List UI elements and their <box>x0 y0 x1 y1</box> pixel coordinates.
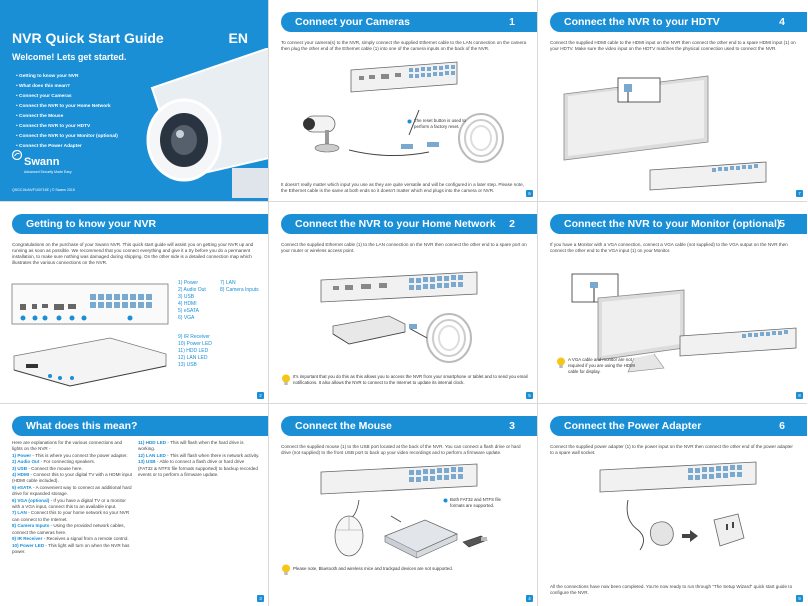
mouse-note: Please note, Bluetooth and wireless mice and trackpad devices are not supported. <box>293 566 453 571</box>
monitor-instructions: If you have a Monitor with a VGA connection, connect a VGA cable (not supplied) to the VGA output on the NVR then connect the other end to the VGA input (1) on your Monitor. <box>550 242 788 253</box>
part-item: 1) Power <box>178 280 199 286</box>
page-number: 9 <box>796 595 803 602</box>
ethernet-cable-icon <box>349 100 519 170</box>
section-banner <box>550 12 807 32</box>
meaning-item <box>12 543 132 556</box>
cameras-panel <box>269 0 538 202</box>
mouse-instructions: Connect the supplied mouse (1) to the USB port located at the back of the NVR. You can connect a flash drive or hard drive (not supplied) to the front USB port to back up your video recordings and to perform a firmware update. <box>281 444 521 455</box>
lightbulb-icon <box>281 564 291 576</box>
nvr-back-illustration <box>678 326 798 358</box>
know-intro: Congratulations on the purchase of your Swann NVR. This quick start guide will assist you on getting your NVR up and running as soon as possible. We recommend that you connect everything and give it a try before you do a permanent installation, to make sure nothing was damaged during shipping. On the other side is a detailed connection map which illustrates the various connections on the NVR. <box>12 242 254 265</box>
camera-icon <box>299 108 349 158</box>
step-number: 5 <box>779 218 785 230</box>
toc-item: • Connect the Power Adapter <box>16 142 118 152</box>
parts-list-a <box>178 280 206 322</box>
usb-flash-drive-icon <box>461 532 491 552</box>
section-title: What does this mean? <box>26 420 138 432</box>
brand-tagline: Advanced Security Made Easy <box>24 170 72 174</box>
meaning-desc: - Using the provided network cables, connect the cameras here. <box>12 523 125 535</box>
page-number: 7 <box>796 190 803 197</box>
nvr-back-illustration <box>349 60 459 94</box>
meaning-term: 9) IR Receiver <box>12 536 43 542</box>
meaning-item <box>12 510 132 523</box>
meaning-term: 12) LAN LED <box>138 452 166 458</box>
meaning-term: 5) eSATA <box>12 484 32 490</box>
part-item: 6) VGA <box>178 315 195 321</box>
page-number: 6 <box>526 190 533 197</box>
camera-illustration <box>112 48 269 198</box>
toc-item: • Getting to know your NVR <box>16 72 118 82</box>
section-banner <box>281 416 537 436</box>
meaning-term: 13) USB <box>138 459 156 465</box>
meaning-desc: - This light will turn on when the NVR has power. <box>12 542 130 554</box>
meaning-item <box>138 459 260 478</box>
nvr-back-illustration <box>648 160 768 192</box>
meaning-intro: Here are explanations for the various connections and lights on the NVR - <box>12 440 123 452</box>
section-title: Connect the NVR to your Monitor (optional) <box>564 218 781 230</box>
section-title: Connect the NVR to your HDTV <box>564 16 720 28</box>
hard-drive-icon <box>381 512 461 562</box>
meaning-term: 4) HDMI <box>12 472 30 478</box>
power-adapter-icon <box>618 500 758 560</box>
meaning-item <box>12 498 132 511</box>
document-code: QSGC16xNVF100715E | © Swann 2015 <box>12 188 75 192</box>
section-banner <box>281 12 537 32</box>
cameras-footer-text: It doesn't really matter which input you use as they are quite versatile and will be configured in a later step. Please note, the Ethernet cable is the same at both ends so it doesn't matter which end plugs into the camera or NVR. <box>281 182 524 193</box>
meaning-desc: - Able to connect a flash drive or hard drive (FAT32 & NTFS file formats supported) to backup recorded events or to perform a firmware update. <box>138 459 258 478</box>
meaning-term: 8) Camera Inputs <box>12 523 50 529</box>
know-panel <box>0 202 269 404</box>
meaning-desc: - If you have a digital TV or a monitor with a VGA input, connect this to an available input. <box>12 497 126 510</box>
meaning-desc: - Connect this to your digital TV with a HDMI input (HDMI cable included). <box>12 472 132 484</box>
part-item: 10) Power LED <box>178 341 212 347</box>
part-item: 8) Camera Inputs <box>220 287 259 293</box>
page-number: 8 <box>796 392 803 399</box>
meaning-column-2 <box>138 440 260 478</box>
meaning-item <box>12 523 132 536</box>
monitor-note: A VGA cable and monitor are not required if you are using the HDMI cable for display. <box>568 357 635 374</box>
meaning-term: 1) Power <box>12 452 32 458</box>
power-panel <box>538 404 807 606</box>
part-item: 2) Audio Out <box>178 287 206 293</box>
router-icon <box>329 312 409 348</box>
meaning-column-1 <box>12 440 132 555</box>
tv-illustration <box>558 70 718 170</box>
mouse-panel <box>269 404 538 606</box>
toc-item: • Connect the NVR to your Monitor (optional) <box>16 132 118 142</box>
ethernet-cable-icon <box>409 308 479 368</box>
part-item: 7) LAN <box>220 280 236 286</box>
section-title: Connect the NVR to your Home Network <box>295 218 496 230</box>
section-title: Connect the Power Adapter <box>564 420 702 432</box>
meaning-item <box>138 440 260 453</box>
page-number: 3 <box>257 595 264 602</box>
cover-panel <box>0 0 269 202</box>
parts-list-b <box>220 280 262 294</box>
meaning-desc: - This is where you connect the power adapter. <box>31 452 128 458</box>
table-of-contents <box>16 72 118 152</box>
part-item: 12) LAN LED <box>178 355 208 361</box>
network-note: It's important that you do this as this allows you to access the NVR from your smartphone or tablet and to send you email notifications. It also allows the NVR to connect to the Internet to update its internal clock. <box>293 374 528 385</box>
toc-item: • What does this mean? <box>16 82 118 92</box>
part-item: 4) HDMI <box>178 301 197 307</box>
cameras-instructions: To connect your camera(s) to the NVR, simply connect the supplied Ethernet cable to the LAN connection on the camera then plug the other end of the Ethernet cable (1) into one of the camera inputs on the back of the NVR. <box>281 40 527 51</box>
power-footer-text: All the connections have now been completed. You're now ready to run through "The Setup Wizard" quick start guide to configure the NVR. <box>550 584 793 595</box>
step-number: 4 <box>779 16 785 28</box>
bullet-dot-icon <box>407 119 412 124</box>
section-title: Connect the Mouse <box>295 420 392 432</box>
nvr-back-illustration <box>319 462 479 496</box>
toc-item: • Connect your Cameras <box>16 92 118 102</box>
meaning-desc: - Connect the mouse here. <box>27 465 83 471</box>
meaning-desc: - This will flash when the hard drive is working. <box>138 440 244 452</box>
section-banner <box>550 416 807 436</box>
part-item: 3) USB <box>178 294 195 300</box>
file-format-note: Both FAT32 and NTFS file formats are supported. <box>450 497 501 508</box>
mouse-icon <box>329 500 373 560</box>
section-banner <box>550 214 807 234</box>
page-number: 4 <box>526 595 533 602</box>
hdtv-panel <box>538 0 807 202</box>
nvr-back-illustration <box>319 270 479 304</box>
brand-logo: Swann <box>24 156 60 168</box>
meaning-term: 2) Audio Out <box>12 459 40 465</box>
section-banner <box>12 416 268 436</box>
part-item: 13) USB <box>178 362 197 368</box>
welcome-heading: Welcome! Lets get started. <box>12 52 127 62</box>
power-instructions: Connect the supplied power adapter (1) to the power input on the NVR then connect the other end of the power adapter to a spare wall socket. <box>550 444 793 455</box>
meaning-desc: - Connect this to your home network so your NVR can connect to the Internet. <box>12 510 130 522</box>
section-banner <box>12 214 268 234</box>
step-number: 3 <box>509 420 515 432</box>
section-title: Connect your Cameras <box>295 16 410 28</box>
nvr-front-diagram <box>10 332 170 390</box>
meaning-term: 3) USB <box>12 465 28 471</box>
page-number: 2 <box>257 392 264 399</box>
nvr-rear-diagram <box>10 280 170 328</box>
hdtv-instructions: Connect the supplied HDMI cable to the HDMI input on the NVR then connect the other end to a spare HDMI input (1) on your HDTV. Make sure the video input on the HDTV matches the physical connection used to connect the NVR. <box>550 40 796 51</box>
meaning-item <box>12 485 132 498</box>
nvr-back-illustration <box>598 460 758 494</box>
swann-logo-icon <box>12 150 22 160</box>
meaning-term: 11) HDD LED <box>138 440 167 445</box>
lightbulb-icon <box>556 357 566 369</box>
reset-note: The reset button is used to perform a factory reset. <box>414 118 466 129</box>
network-panel <box>269 202 538 404</box>
meaning-term: 7) LAN <box>12 510 27 516</box>
section-title: Getting to know your NVR <box>26 218 157 230</box>
part-item: 5) eSATA <box>178 308 199 314</box>
toc-item: • Connect the NVR to your HDTV <box>16 122 118 132</box>
step-number: 6 <box>779 420 785 432</box>
section-banner <box>281 214 537 234</box>
step-number: 2 <box>509 218 515 230</box>
lightbulb-icon <box>281 374 291 386</box>
toc-item: • Connect the Mouse <box>16 112 118 122</box>
meaning-panel <box>0 404 269 606</box>
language-code: EN <box>228 30 248 46</box>
toc-item: • Connect the NVR to your Home Network <box>16 102 118 112</box>
page-number: 5 <box>526 392 533 399</box>
meaning-desc: - For connecting speakers. <box>39 459 96 465</box>
cover-title: NVR Quick Start Guide <box>12 30 164 46</box>
meaning-term: 10) Power LED <box>12 542 45 548</box>
part-item: 9) IR Receiver <box>178 334 210 340</box>
meaning-desc: - Receives a signal from a remote control. <box>42 536 129 542</box>
meaning-desc: - This will flash when there is network activity. <box>165 452 260 458</box>
step-number: 1 <box>509 16 515 28</box>
bullet-dot-icon <box>443 498 448 503</box>
meaning-item <box>12 472 132 485</box>
meaning-term: 6) VGA (optional) <box>12 497 50 503</box>
part-item: 11) HDD LED <box>178 348 209 354</box>
parts-list-c <box>178 334 212 369</box>
network-instructions: Connect the supplied Ethernet cable (1) to the LAN connection on the NVR then connect the other end to a spare port on your router or wireless access point. <box>281 242 527 253</box>
meaning-desc: - A convenient way to connect an additional hard drive for expanded storage. <box>12 484 132 497</box>
monitor-panel <box>538 202 807 404</box>
